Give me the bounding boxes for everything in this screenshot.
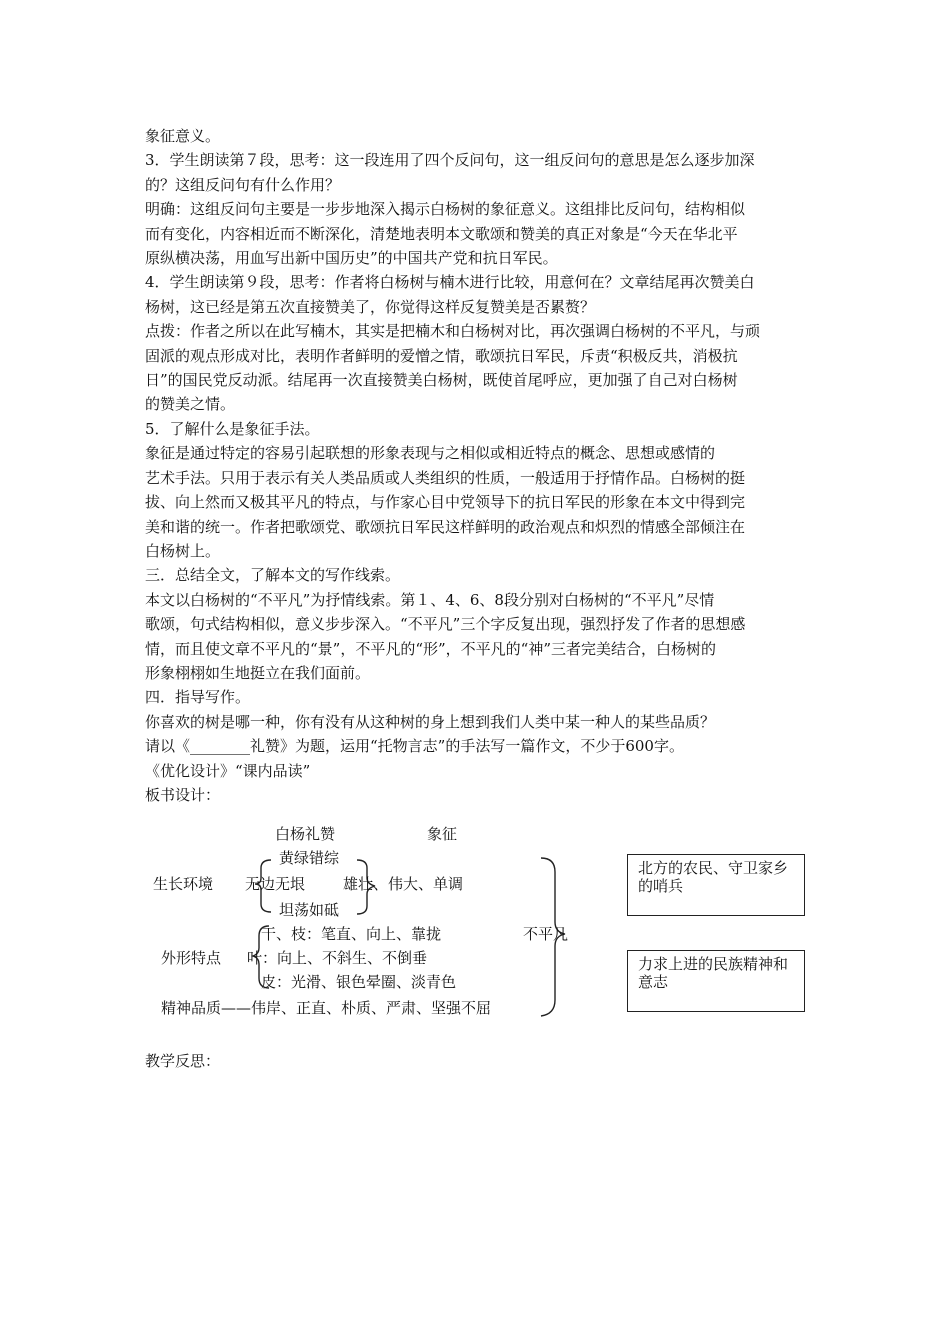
text-line: 点拨：作者之所以在此写楠木，其实是把楠木和白杨树对比，再次强调白杨树的不平凡，与顽 (145, 322, 761, 341)
text-line: 象征是通过特定的容易引起联想的形象表现与之相似或相近特点的概念、思想或感情的 (145, 444, 716, 463)
text-line: 5．了解什么是象征手法。 (145, 419, 320, 438)
text-line: 你喜欢的树是哪一种，你有没有从这种树的身上想到我们人类中某一种人的某些品质？ (145, 712, 716, 731)
text-line: 美和谐的统一。作者把歌颂党、歌颂抗日军民这样鲜明的政治观点和炽烈的情感全部倾注在 (145, 517, 746, 536)
document-body (145, 124, 809, 807)
symbol-box-1: 北方的农民、守卫家乡的哨兵 (627, 854, 805, 916)
growth-label: 生长环境 (153, 875, 214, 893)
text-line: 日”的国民党反动派。结尾再一次直接赞美白杨树，既使首尾呼应，更加强了自己对白杨树 (145, 371, 738, 390)
growth-item-1: 黄绿错综 (279, 849, 340, 867)
text-line: 而有变化，内容相近而不断深化，清楚地表明本文歌颂和赞美的真正对象是“今天在华北平 (145, 224, 738, 243)
text-line: 明确：这组反问句主要是一步步地深入揭示白杨树的象征意义。这组排比反问句，结构相似 (145, 200, 746, 219)
text-line: 拔、向上然而又极其平凡的特点，与作家心目中党领导下的抗日军民的形象在本文中得到完 (145, 493, 746, 512)
text-line: 杨树，这已经是第五次直接赞美了，你觉得这样反复赞美是否累赘？ (145, 297, 596, 316)
text-line: 白杨树上。 (145, 541, 221, 560)
text-line: 情，而且使文章不平凡的“景”，不平凡的“形”，不平凡的“神”三者完美结合，白杨树的 (145, 639, 717, 658)
text-line: 的赞美之情。 (145, 395, 236, 414)
text-line: 4．学生朗读第９段，思考：作者将白杨树与楠木进行比较，用意何在？文章结尾再次赞美白 (145, 273, 755, 292)
spirit-line: 精神品质——伟岸、正直、朴质、严肃、坚强不屈 (161, 999, 492, 1017)
teaching-reflection-label: 教学反思： (145, 1052, 221, 1070)
growth-result: 雄壮、伟大、单调 (343, 875, 464, 893)
growth-item-2: 无边无垠 (245, 875, 306, 893)
text-line: 《优化设计》“课内品读” (145, 761, 311, 780)
board-symbol-label: 象征 (427, 825, 458, 843)
text-line: 四．指导写作。 (145, 688, 251, 707)
text-line: 板书设计： (145, 785, 221, 804)
shape-item-2: 叶：向上、不斜生、不倒垂 (247, 949, 428, 967)
board-title: 白杨礼赞 (275, 825, 336, 843)
blackboard-design (145, 822, 809, 1027)
text-line: 三．总结全文，了解本文的写作线索。 (145, 566, 401, 585)
text-line: 形象栩栩如生地挺立在我们面前。 (145, 663, 371, 682)
not-ordinary-label: 不平凡 (523, 925, 569, 943)
growth-item-3: 坦荡如砥 (279, 901, 340, 919)
text-line: 的？这组反问句有什么作用？ (145, 175, 341, 194)
text-line: 原纵横决荡，用血写出新中国历史”的中国共产党和抗日军民。 (145, 249, 558, 268)
text-line: 艺术手法。只用于表示有关人类品质或人类组织的性质，一般适用于抒情作品。白杨树的挺 (145, 468, 746, 487)
text-line: 象征意义。 (145, 127, 221, 145)
text-line: 歌颂，句式结构相似，意义步步深入。“不平凡”三个字反复出现，强烈抒发了作者的思想感 (145, 615, 746, 634)
symbol-box-2: 力求上进的民族精神和意志 (627, 950, 805, 1012)
text-line: 请以《________礼赞》为题，运用“托物言志”的手法写一篇作文，不少于600字。 (145, 737, 684, 756)
shape-label: 外形特点 (161, 949, 222, 967)
shape-item-1: 干、枝：笔直、向上、靠拢 (261, 925, 442, 943)
text-line: 本文以白杨树的“不平凡”为抒情线索。第１、4、6、8段分别对白杨树的“不平凡”尽情 (145, 590, 715, 609)
text-line: 固派的观点形成对比，表明作者鲜明的爱憎之情，歌颂抗日军民，斥责“积极反共，消极抗 (145, 346, 738, 365)
shape-item-3: 皮：光滑、银色晕圈、淡青色 (261, 973, 457, 991)
text-line: 3．学生朗读第７段，思考：这一段连用了四个反问句，这一组反问句的意思是怎么逐步加深 (145, 151, 755, 170)
